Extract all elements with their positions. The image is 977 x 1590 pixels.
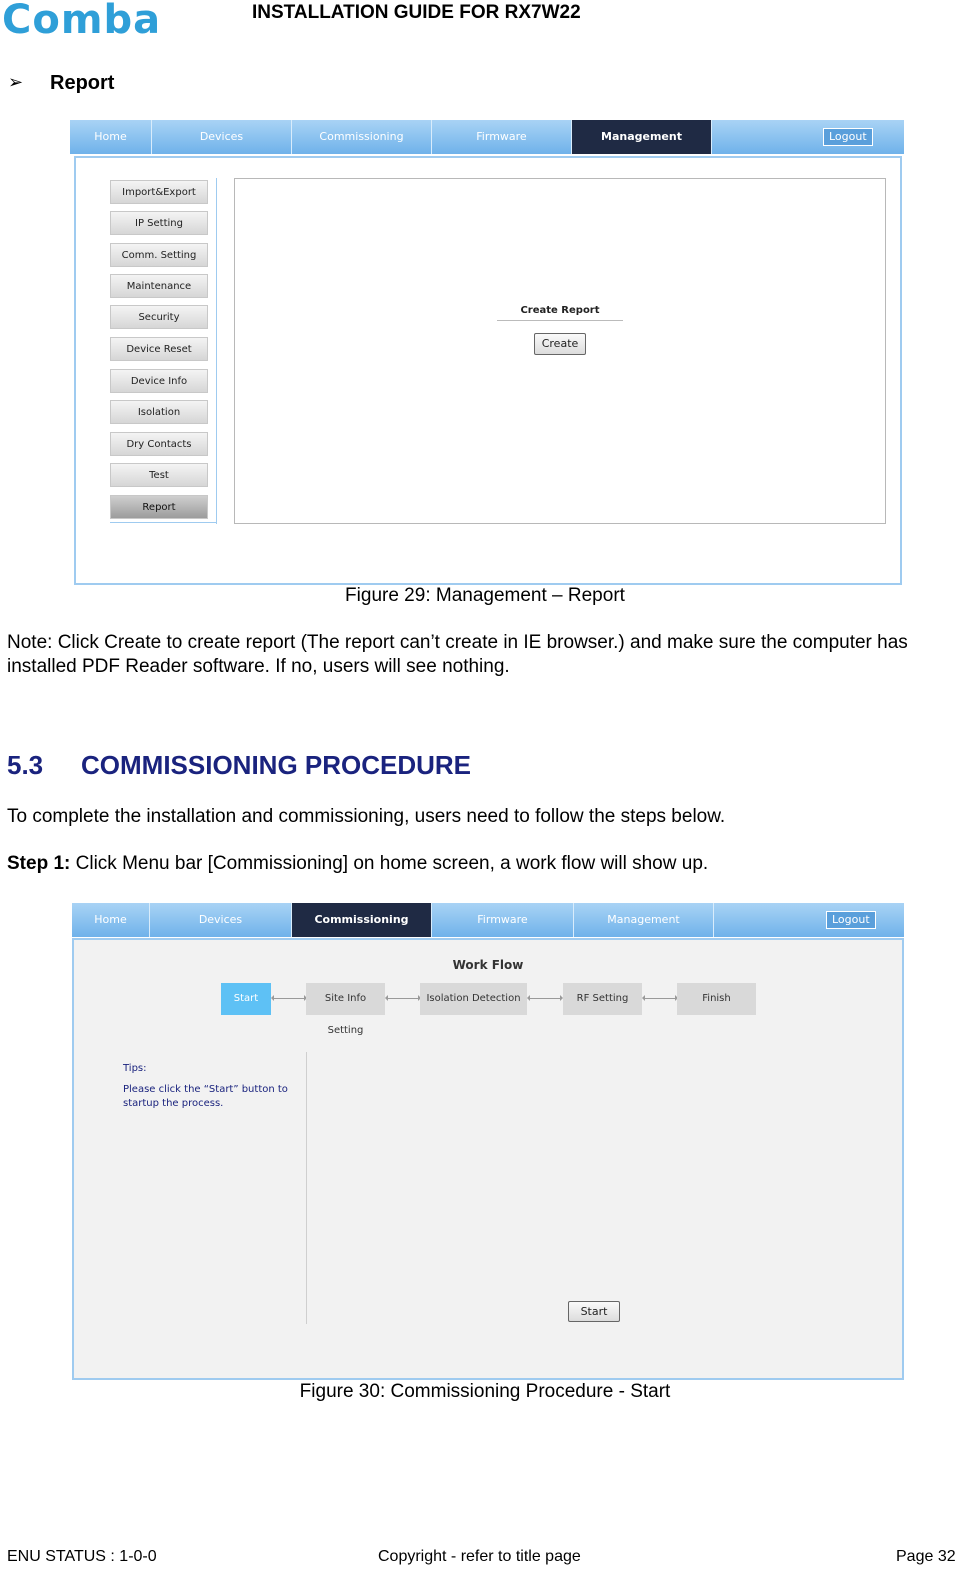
- figure-30-screenshot: [72, 903, 904, 1380]
- menu-firmware[interactable]: Firmware: [432, 903, 574, 937]
- figure-30-caption: Figure 30: Commissioning Procedure - Start: [299, 1381, 671, 1402]
- sidebar-import-export[interactable]: Import&Export: [110, 180, 208, 204]
- figure-29-caption: Figure 29: Management – Report: [345, 585, 625, 606]
- sidebar-device-reset[interactable]: Device Reset: [110, 337, 208, 361]
- comba-logo: Comba: [2, 0, 162, 43]
- sidebar-test[interactable]: Test: [110, 463, 208, 487]
- menu-management[interactable]: Management: [572, 120, 712, 154]
- sidebar-device-info[interactable]: Device Info: [110, 369, 208, 393]
- workflow-step-rf-setting[interactable]: RF Setting: [563, 983, 642, 1015]
- sidebar-isolation[interactable]: Isolation: [110, 400, 208, 424]
- commissioning-panel: [72, 938, 904, 1380]
- sidebar-report[interactable]: Report: [110, 495, 208, 519]
- menu-devices[interactable]: Devices: [152, 120, 292, 154]
- start-button[interactable]: Start: [568, 1301, 620, 1322]
- tips-title: Tips:: [123, 1063, 147, 1074]
- create-button[interactable]: Create: [534, 333, 586, 355]
- logout-button[interactable]: Logout: [826, 911, 876, 929]
- sidebar-maintenance[interactable]: Maintenance: [110, 274, 208, 298]
- menu-home[interactable]: Home: [70, 120, 152, 154]
- double-arrow-icon: [274, 998, 304, 999]
- report-content-area: [234, 178, 886, 524]
- step-1-text: Click Menu bar [Commissioning] on home screen, a work flow will show up.: [75, 853, 709, 874]
- workflow-step-site-info[interactable]: Site Info Setting: [306, 983, 385, 1015]
- menu-devices[interactable]: Devices: [150, 903, 292, 937]
- sidebar-divider: [216, 178, 217, 524]
- figure-29-screenshot: [70, 120, 904, 585]
- create-report-label: Create Report: [520, 305, 600, 316]
- menu-bar: [70, 120, 904, 154]
- menu-firmware[interactable]: Firmware: [432, 120, 572, 154]
- workflow-step-start[interactable]: Start: [221, 983, 271, 1015]
- double-arrow-icon: [388, 998, 418, 999]
- footer-status: ENU STATUS : 1-0-0: [7, 1548, 157, 1565]
- menu-home[interactable]: Home: [72, 903, 150, 937]
- double-arrow-icon: [530, 998, 560, 999]
- menu-commissioning[interactable]: Commissioning: [292, 120, 432, 154]
- footer-page-number: Page 32: [896, 1548, 956, 1565]
- section-title: COMMISSIONING PROCEDURE: [81, 750, 472, 780]
- document-title: INSTALLATION GUIDE FOR RX7W22: [252, 2, 581, 23]
- workflow-step-isolation[interactable]: Isolation Detection: [420, 983, 527, 1015]
- sidebar-comm-setting[interactable]: Comm. Setting: [110, 243, 208, 267]
- workflow-title: Work Flow: [452, 958, 524, 972]
- double-arrow-icon: [645, 998, 675, 999]
- intro-paragraph: To complete the installation and commissioning, users need to follow the steps below.: [7, 806, 726, 827]
- menu-commissioning[interactable]: Commissioning: [292, 903, 432, 937]
- arrow-bullet-icon: ➢: [8, 72, 24, 92]
- sidebar-ip-setting[interactable]: IP Setting: [110, 211, 208, 235]
- tips-text: Please click the “Start” button to startup the process.: [123, 1084, 288, 1109]
- section-number: 5.3: [7, 750, 44, 780]
- report-heading: Report: [50, 72, 115, 94]
- step-1-label: Step 1:: [7, 853, 71, 874]
- tips-divider: [306, 1052, 307, 1324]
- sidebar-dry-contacts[interactable]: Dry Contacts: [110, 432, 208, 456]
- sidebar-security[interactable]: Security: [110, 305, 208, 329]
- management-panel: [74, 156, 902, 585]
- footer-copyright: Copyright - refer to title page: [378, 1548, 581, 1565]
- logout-button[interactable]: Logout: [823, 128, 873, 146]
- menu-bar: [72, 903, 904, 937]
- menu-management[interactable]: Management: [574, 903, 714, 937]
- step-1-paragraph: [7, 852, 972, 876]
- workflow-step-finish[interactable]: Finish: [677, 983, 756, 1015]
- note-paragraph: Note: Click Create to create report (The report can’t create in IE browser.) and make sure the computer has installed PDF Reader software. If no, users will see nothing.: [7, 632, 908, 677]
